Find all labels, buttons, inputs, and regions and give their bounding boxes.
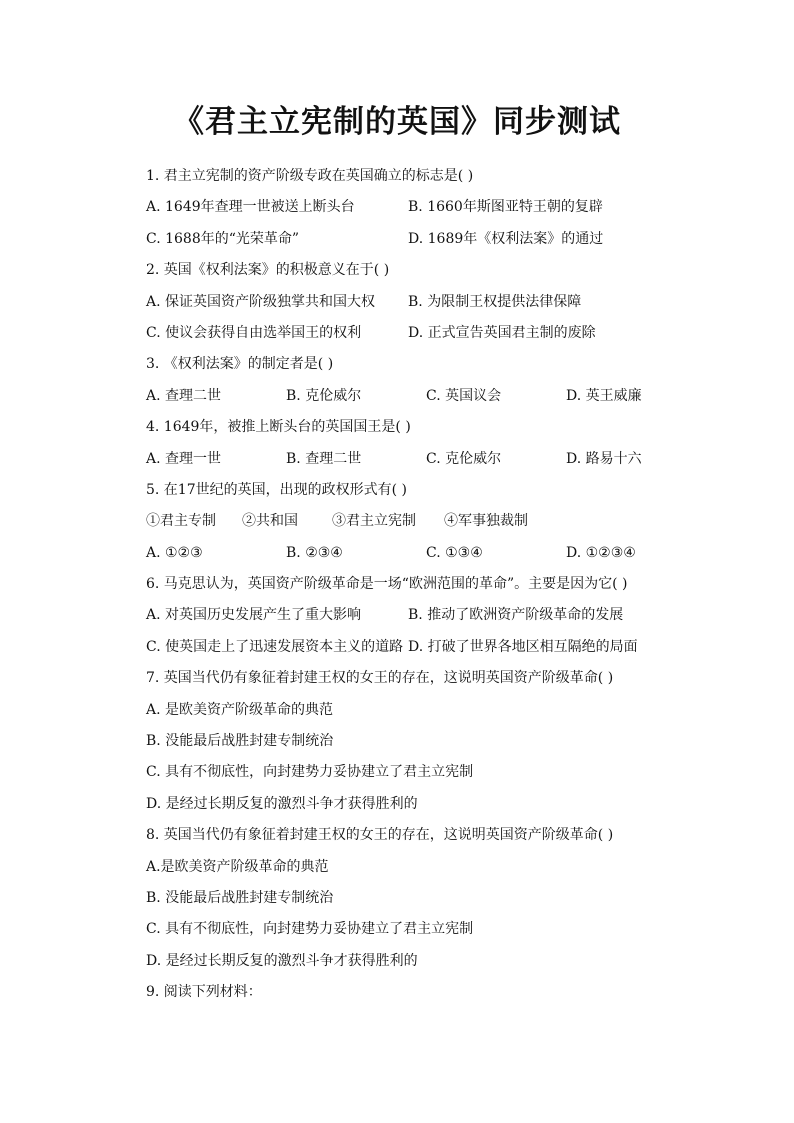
question-8-option-c: C. 具有不彻底性，向封建势力妥协建立了君主立宪制 xyxy=(146,921,474,938)
question-8-option-d: D. 是经过长期反复的激烈斗争才获得胜利的 xyxy=(146,952,418,969)
question-3-option-a: A. 查理二世 xyxy=(146,387,222,404)
question-1-option-b: B. 1660年斯图亚特王朝的复辟 xyxy=(408,199,603,216)
question-5-items xyxy=(146,506,706,537)
question-3-option-b: B. 克伦威尔 xyxy=(286,387,362,404)
question-4-option-c: C. 克伦威尔 xyxy=(426,450,502,467)
question-2-options-row-2 xyxy=(146,318,706,349)
question-4-option-d: D. 路易十六 xyxy=(566,450,642,467)
question-3-options xyxy=(146,381,706,412)
question-1-option-c: C. 1688年的“光荣革命” xyxy=(146,230,300,247)
question-5-option-c: C. ①③④ xyxy=(426,544,483,561)
question-4-option-b: B. 查理二世 xyxy=(286,450,362,467)
question-6-stem: 6. 马克思认为，英国资产阶级革命是一场“欧洲范围的革命”。主要是因为它( ) xyxy=(146,576,628,593)
question-7-stem: 7. 英国当代仍有象征着封建王权的女王的存在，这说明英国资产阶级革命( ) xyxy=(146,670,614,687)
question-8-option-a: A.是欧美资产阶级革命的典范 xyxy=(146,858,329,875)
question-5-item-4: ④军事独裁制 xyxy=(444,513,528,530)
question-2-stem: 2. 英国《权利法案》的积极意义在于( ) xyxy=(146,262,390,279)
question-5-stem: 5. 在17世纪的英国，出现的政权形式有( ) xyxy=(146,481,407,498)
question-6-option-a: A. 对英国历史发展产生了重大影响 xyxy=(146,607,362,624)
question-3-option-d: D. 英王威廉 xyxy=(566,387,642,404)
question-3-stem: 3. 《权利法案》的制定者是( ) xyxy=(146,356,334,373)
question-5-option-a: A. ①②③ xyxy=(146,544,203,561)
question-5-item-2: ②共和国 xyxy=(242,513,298,530)
question-6-option-d: D. 打破了世界各地区相互隔绝的局面 xyxy=(408,638,638,655)
question-7-option-a: A. 是欧美资产阶级革命的典范 xyxy=(146,701,334,718)
question-4-option-a: A. 查理一世 xyxy=(146,450,222,467)
question-9-stem: 9. 阅读下列材料： xyxy=(146,984,262,1001)
question-2-option-a: A. 保证英国资产阶级独掌共和国大权 xyxy=(146,293,376,310)
question-8-stem: 8. 英国当代仍有象征着封建王权的女王的存在，这说明英国资产阶级革命( ) xyxy=(146,827,614,844)
question-1-options-row-2 xyxy=(146,224,706,255)
question-2-option-b: B. 为限制王权提供法律保障 xyxy=(408,293,582,310)
question-5-options xyxy=(146,538,706,569)
question-8-option-b: B. 没能最后战胜封建专制统治 xyxy=(146,889,334,906)
question-4-options xyxy=(146,444,706,475)
question-1-options-row-1 xyxy=(146,192,706,223)
question-6-option-c: C. 使英国走上了迅速发展资本主义的道路 xyxy=(146,638,404,655)
question-2-option-d: D. 正式宣告英国君主制的废除 xyxy=(408,324,596,341)
question-4-stem: 4. 1649年，被推上断头台的英国国王是( ) xyxy=(146,419,411,436)
question-list xyxy=(146,161,706,1009)
question-5-item-1: ①君主专制 xyxy=(146,513,216,530)
question-5-option-b: B. ②③④ xyxy=(286,544,343,561)
question-7-option-c: C. 具有不彻底性，向封建势力妥协建立了君主立宪制 xyxy=(146,764,474,781)
question-1-option-d: D. 1689年《权利法案》的通过 xyxy=(408,230,604,247)
question-5-option-d: D. ①②③④ xyxy=(566,544,636,561)
question-6-options-row-1 xyxy=(146,600,706,631)
question-3-option-c: C. 英国议会 xyxy=(426,387,502,404)
question-5-item-3: ③君主立宪制 xyxy=(332,513,416,530)
question-6-option-b: B. 推动了欧洲资产阶级革命的发展 xyxy=(408,607,624,624)
question-1-option-a: A. 1649年查理一世被送上断头台 xyxy=(146,199,355,216)
question-2-options-row-1 xyxy=(146,287,706,318)
question-1-stem: 1. 君主立宪制的资产阶级专政在英国确立的标志是( ) xyxy=(146,168,474,184)
question-7-option-b: B. 没能最后战胜封建专制统治 xyxy=(146,733,334,750)
question-2-option-c: C. 使议会获得自由选举国王的权利 xyxy=(146,324,362,341)
question-7-option-d: D. 是经过长期反复的激烈斗争才获得胜利的 xyxy=(146,795,418,812)
page-title: 《君主立宪制的英国》同步测试 xyxy=(173,104,621,140)
question-6-options-row-2 xyxy=(146,632,706,663)
